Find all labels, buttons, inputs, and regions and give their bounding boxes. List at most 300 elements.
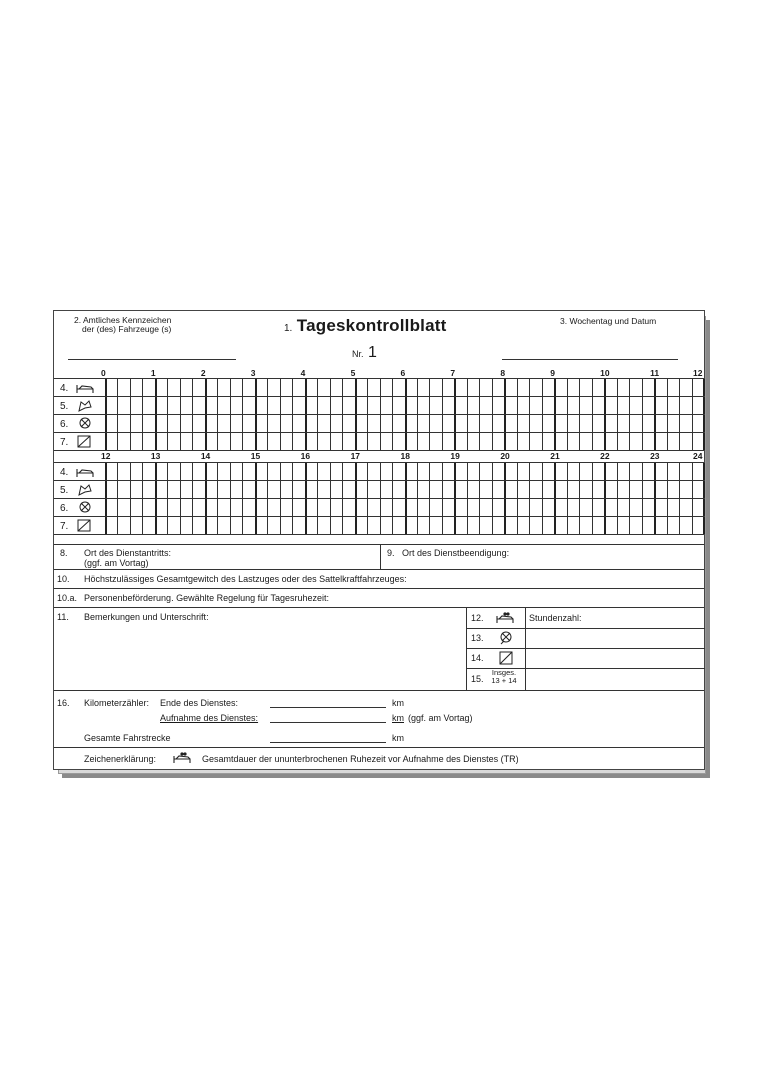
- aufnahme-dienstes-field[interactable]: [270, 722, 386, 723]
- grid-line: [192, 517, 193, 534]
- bottom-hour-19: 19: [450, 451, 460, 461]
- grid-line: [617, 517, 618, 534]
- grid-line: [579, 481, 580, 498]
- grid-line: [267, 433, 268, 450]
- grid-line: [267, 379, 268, 396]
- grid-line: [392, 433, 393, 450]
- grid-line: [429, 433, 430, 450]
- grid-line: [192, 379, 193, 396]
- title-number: 1.: [284, 323, 293, 334]
- grid-line: [629, 397, 630, 414]
- grid-line: [492, 415, 493, 432]
- grid-line: [667, 499, 668, 516]
- activity-cells[interactable]: [105, 415, 704, 432]
- grid-line: [342, 415, 343, 432]
- grid-line: [517, 415, 518, 432]
- grid-line: [305, 379, 307, 396]
- grid-line: [342, 481, 343, 498]
- section-10-label: Höchstzulässiges Gesamtgewitch des Lastzuges oder des Sattelkraftfahrzeuges:: [84, 574, 407, 584]
- grid-line: [667, 481, 668, 498]
- bottom-hour-22: 22: [600, 451, 610, 461]
- grid-line: [405, 517, 407, 534]
- grid-line: [592, 433, 593, 450]
- grid-line: [692, 379, 693, 396]
- grid-line: [692, 433, 693, 450]
- grid-line: [230, 415, 231, 432]
- grid-line: [492, 499, 493, 516]
- activity-cells[interactable]: [105, 397, 704, 414]
- grid-line: [117, 481, 118, 498]
- grid-line: [629, 463, 630, 480]
- grid-line: [679, 397, 680, 414]
- grid-line: [292, 481, 293, 498]
- grid-line: [579, 499, 580, 516]
- grid-line: [592, 397, 593, 414]
- rest-bed-icon: [172, 751, 192, 765]
- grid-line: [217, 433, 218, 450]
- activity-row-label: [54, 415, 104, 432]
- grid-line: [105, 499, 107, 516]
- legend-row: [54, 747, 704, 770]
- grid-line: [467, 499, 468, 516]
- top-hour-7: 7: [450, 368, 456, 378]
- pm-activity-row-5: [54, 481, 704, 499]
- form-sheet: [53, 310, 705, 770]
- grid-line: [205, 517, 207, 534]
- summary-row-13: [467, 628, 705, 649]
- grid-line: [392, 481, 393, 498]
- grid-line: [629, 415, 630, 432]
- grid-line: [679, 481, 680, 498]
- grid-line: [554, 499, 556, 516]
- steering-wheel-icon: [76, 483, 94, 496]
- grid-line: [554, 433, 556, 450]
- grid-line: [267, 463, 268, 480]
- grid-line: [592, 481, 593, 498]
- grid-line: [703, 481, 705, 498]
- grid-line: [405, 379, 407, 396]
- activity-row-label: [54, 433, 104, 450]
- grid-line: [667, 379, 668, 396]
- grid-line: [604, 397, 606, 414]
- grid-line: [380, 397, 381, 414]
- grid-line: [130, 481, 131, 498]
- wochentag-field[interactable]: [502, 359, 678, 360]
- grid-line: [142, 433, 143, 450]
- grid-line: [317, 481, 318, 498]
- grid-line: [517, 397, 518, 414]
- section-8-number: 8.: [60, 548, 68, 558]
- grid-line: [255, 517, 257, 534]
- grid-line: [529, 481, 530, 498]
- grid-line: [567, 397, 568, 414]
- grid-line: [592, 463, 593, 480]
- grid-line: [380, 517, 381, 534]
- grid-line: [629, 499, 630, 516]
- grid-line: [242, 481, 243, 498]
- grid-line: [205, 481, 207, 498]
- grid-line: [442, 463, 443, 480]
- grid-line: [554, 517, 556, 534]
- grid-line: [542, 463, 543, 480]
- top-hour-12: 12: [693, 368, 703, 378]
- section-8-9: [54, 544, 704, 569]
- bottom-hour-21: 21: [550, 451, 560, 461]
- grid-line: [105, 379, 107, 396]
- activity-cells[interactable]: [105, 379, 704, 396]
- grid-line: [330, 415, 331, 432]
- grid-line: [554, 463, 556, 480]
- grid-line: [504, 499, 506, 516]
- grid-line: [429, 415, 430, 432]
- grid-line: [355, 481, 357, 498]
- grid-line: [592, 517, 593, 534]
- grid-line: [167, 463, 168, 480]
- grid-line: [417, 379, 418, 396]
- grid-line: [317, 397, 318, 414]
- grid-line: [392, 379, 393, 396]
- grid-line: [180, 433, 181, 450]
- grid-line: [467, 379, 468, 396]
- grid-line: [380, 433, 381, 450]
- section-10a-label: Personenbeförderung. Gewählte Regelung für Tagesruhezeit:: [84, 593, 329, 603]
- activity-row-label: [54, 499, 104, 516]
- grid-line: [529, 379, 530, 396]
- pm-activity-row-4: [54, 463, 704, 481]
- section-10: [54, 569, 704, 588]
- grid-line: [255, 433, 257, 450]
- grid-line: [255, 397, 257, 414]
- section-8-label-line1: Ort des Dienstantritts:: [84, 548, 172, 558]
- ende-dienstes-field[interactable]: [270, 707, 386, 708]
- grid-line: [654, 397, 656, 414]
- section-8-9-divider: [380, 545, 381, 569]
- grid-line: [380, 481, 381, 498]
- grid-line: [167, 433, 168, 450]
- insgesamt-line2: 13 + 14: [491, 676, 517, 685]
- grid-line: [317, 415, 318, 432]
- grid-line: [679, 517, 680, 534]
- grid-line: [367, 499, 368, 516]
- grid-line: [604, 415, 606, 432]
- activity-row-label: [54, 481, 104, 498]
- grid-line: [442, 379, 443, 396]
- grid-line: [554, 379, 556, 396]
- section-11-number: 11.: [57, 612, 69, 622]
- grid-line: [142, 499, 143, 516]
- grid-line: [255, 415, 257, 432]
- grid-line: [417, 481, 418, 498]
- grid-line: [242, 397, 243, 414]
- grid-line: [117, 463, 118, 480]
- grid-line: [267, 499, 268, 516]
- grid-line: [542, 517, 543, 534]
- grid-line: [355, 379, 357, 396]
- grid-line: [504, 379, 506, 396]
- grid-line: [567, 463, 568, 480]
- grid-line: [280, 481, 281, 498]
- wochentag-label: 3. Wochentag und Datum: [560, 316, 657, 326]
- grid-line: [554, 481, 556, 498]
- grid-line: [280, 517, 281, 534]
- grid-line: [417, 415, 418, 432]
- summary-divider: [525, 668, 526, 690]
- page-title: Tageskontrollblatt: [296, 316, 447, 335]
- grid-line: [642, 415, 643, 432]
- am-activity-row-6: [54, 415, 704, 433]
- summary-row-14: [467, 648, 705, 669]
- grid-line: [592, 499, 593, 516]
- grid-line: [604, 433, 606, 450]
- grid-line: [292, 463, 293, 480]
- grid-line: [679, 463, 680, 480]
- kennzeichen-label-line1: 2. Amtliches Kennzeichen: [74, 315, 172, 325]
- grid-line: [155, 481, 157, 498]
- grid-line: [167, 415, 168, 432]
- activity-grid-am: [54, 378, 704, 451]
- bed-icon: [76, 381, 94, 394]
- section-10a: [54, 588, 704, 607]
- grid-line: [617, 463, 618, 480]
- nr-value: 1: [367, 344, 377, 361]
- grid-line: [703, 463, 705, 480]
- top-hour-5: 5: [350, 368, 356, 378]
- grid-line: [130, 463, 131, 480]
- grid-line: [317, 463, 318, 480]
- grid-line: [642, 463, 643, 480]
- grid-line: [579, 397, 580, 414]
- grid-line: [454, 379, 456, 396]
- grid-line: [479, 481, 480, 498]
- grid-line: [629, 517, 630, 534]
- legend-label: Zeichenerklärung:: [84, 754, 157, 764]
- grid-line: [567, 517, 568, 534]
- grid-line: [567, 481, 568, 498]
- grid-line: [517, 463, 518, 480]
- grid-line: [692, 481, 693, 498]
- grid-line: [330, 517, 331, 534]
- grid-line: [355, 463, 357, 480]
- grid-line: [380, 463, 381, 480]
- grid-line: [367, 415, 368, 432]
- am-activity-row-5: [54, 397, 704, 415]
- grid-line: [442, 517, 443, 534]
- activity-cells[interactable]: [105, 517, 704, 534]
- grid-line: [654, 499, 656, 516]
- grid-line: [479, 397, 480, 414]
- grid-line: [105, 481, 107, 498]
- grid-line: [305, 481, 307, 498]
- grid-line: [292, 379, 293, 396]
- grid-line: [467, 433, 468, 450]
- grid-line: [155, 499, 157, 516]
- top-hour-11: 11: [650, 368, 660, 378]
- grid-line: [155, 463, 157, 480]
- grid-line: [192, 433, 193, 450]
- activity-cells[interactable]: [105, 433, 704, 450]
- kennzeichen-field[interactable]: [68, 359, 236, 360]
- grid-line: [479, 415, 480, 432]
- grid-line: [192, 463, 193, 480]
- grid-line: [142, 481, 143, 498]
- grid-line: [604, 481, 606, 498]
- grid-line: [130, 397, 131, 414]
- grid-line: [405, 499, 407, 516]
- grid-line: [492, 463, 493, 480]
- grid-line: [617, 499, 618, 516]
- grid-line: [292, 433, 293, 450]
- grid-line: [217, 397, 218, 414]
- grid-line: [242, 463, 243, 480]
- bottom-hour-23: 23: [650, 451, 660, 461]
- grid-line: [330, 379, 331, 396]
- grid-line: [255, 481, 257, 498]
- grid-line: [517, 481, 518, 498]
- grid-line: [692, 517, 693, 534]
- grid-line: [367, 481, 368, 498]
- grid-line: [604, 517, 606, 534]
- grid-line: [130, 433, 131, 450]
- activity-cells[interactable]: [105, 481, 704, 498]
- grid-line: [654, 517, 656, 534]
- grid-line: [392, 463, 393, 480]
- grid-line: [242, 517, 243, 534]
- grid-line: [130, 415, 131, 432]
- grid-line: [579, 379, 580, 396]
- hammer-icon: [498, 631, 514, 645]
- kennzeichen-label: [74, 316, 171, 334]
- bottom-hour-17: 17: [350, 451, 361, 461]
- bed-icon: [76, 465, 94, 478]
- grid-line: [442, 481, 443, 498]
- summary-row-14-number: 14.: [471, 653, 484, 663]
- section-16: [54, 690, 704, 747]
- grid-line: [703, 499, 705, 516]
- grid-line: [205, 379, 207, 396]
- bottom-hour-20: 20: [500, 451, 510, 461]
- gesamte-fahrstrecke-field[interactable]: [270, 742, 386, 743]
- grid-line: [642, 397, 643, 414]
- hammer-icon: [76, 417, 94, 430]
- grid-line: [703, 433, 705, 450]
- grid-line: [230, 463, 231, 480]
- grid-line: [542, 481, 543, 498]
- rest-bed-icon: [495, 611, 515, 625]
- grid-line: [242, 415, 243, 432]
- grid-line: [267, 415, 268, 432]
- grid-line: [579, 415, 580, 432]
- grid-line: [429, 499, 430, 516]
- grid-line: [380, 379, 381, 396]
- section-16-number: 16.: [57, 698, 70, 708]
- grid-line: [167, 481, 168, 498]
- grid-line: [217, 379, 218, 396]
- grid-line: [242, 433, 243, 450]
- grid-line: [180, 415, 181, 432]
- grid-line: [105, 433, 107, 450]
- grid-line: [592, 415, 593, 432]
- grid-line: [367, 463, 368, 480]
- activity-row-label: [54, 517, 104, 534]
- grid-line: [192, 481, 193, 498]
- nr-label: Nr.: [352, 349, 364, 359]
- top-hour-4: 4: [300, 368, 306, 378]
- grid-line: [305, 499, 307, 516]
- grid-line: [342, 397, 343, 414]
- grid-line: [429, 463, 430, 480]
- grid-line: [205, 397, 207, 414]
- grid-line: [242, 499, 243, 516]
- grid-line: [692, 499, 693, 516]
- bottom-hour-18: 18: [400, 451, 410, 461]
- grid-line: [617, 433, 618, 450]
- grid-line: [180, 481, 181, 498]
- activity-row-number: 5.: [60, 485, 69, 496]
- grid-line: [317, 433, 318, 450]
- grid-line: [504, 433, 506, 450]
- grid-line: [230, 481, 231, 498]
- activity-row-label: [54, 397, 104, 414]
- grid-line: [167, 499, 168, 516]
- grid-line: [205, 415, 207, 432]
- grid-line: [454, 499, 456, 516]
- grid-line: [167, 517, 168, 534]
- grid-line: [305, 397, 307, 414]
- grid-line: [355, 397, 357, 414]
- activity-row-number: 6.: [60, 419, 69, 430]
- grid-line: [417, 397, 418, 414]
- grid-line: [429, 481, 430, 498]
- grid-line: [703, 397, 705, 414]
- grid-line: [180, 517, 181, 534]
- grid-line: [542, 379, 543, 396]
- grid-line: [130, 379, 131, 396]
- grid-line: [604, 499, 606, 516]
- grid-line: [392, 397, 393, 414]
- grid-line: [467, 463, 468, 480]
- hour-scale-bottom: [54, 451, 704, 461]
- top-hour-3: 3: [250, 368, 256, 378]
- grid-line: [517, 517, 518, 534]
- ende-dienstes-label: Ende des Dienstes:: [160, 698, 239, 708]
- pm-activity-row-6: [54, 499, 704, 517]
- activity-cells[interactable]: [105, 499, 704, 516]
- summary-divider: [525, 648, 526, 668]
- activity-cells[interactable]: [105, 463, 704, 480]
- availability-box-icon: [76, 435, 94, 448]
- grid-line: [517, 379, 518, 396]
- grid-line: [617, 379, 618, 396]
- grid-line: [105, 415, 107, 432]
- top-hour-0: 0: [101, 368, 106, 378]
- grid-line: [267, 517, 268, 534]
- grid-line: [642, 379, 643, 396]
- grid-line: [454, 481, 456, 498]
- grid-line: [217, 463, 218, 480]
- availability-box-icon: [76, 519, 94, 532]
- grid-line: [604, 463, 606, 480]
- grid-line: [367, 397, 368, 414]
- grid-line: [642, 433, 643, 450]
- grid-line: [342, 499, 343, 516]
- grid-line: [342, 463, 343, 480]
- grid-line: [205, 499, 207, 516]
- grid-line: [355, 517, 357, 534]
- grid-line: [667, 415, 668, 432]
- grid-line: [230, 517, 231, 534]
- grid-line: [305, 517, 307, 534]
- grid-line: [205, 433, 207, 450]
